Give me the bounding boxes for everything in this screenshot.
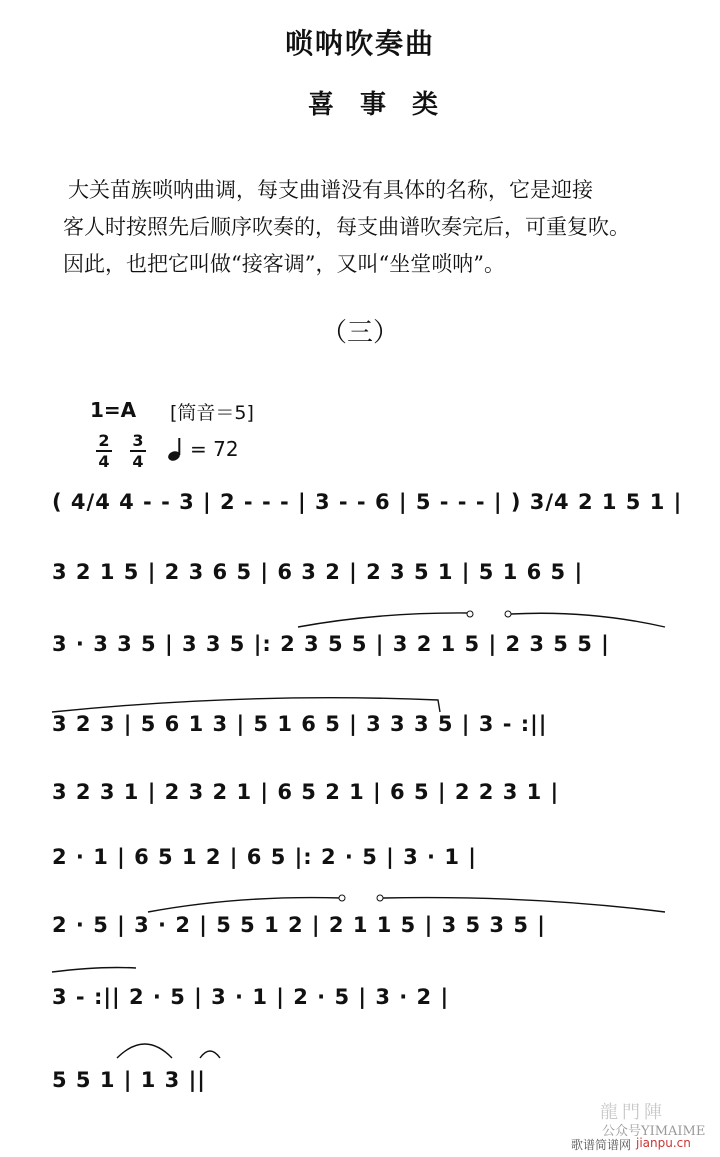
key-signature: 1=A [90, 398, 137, 422]
slur-end [339, 895, 345, 901]
slur [383, 898, 665, 912]
score-line-text: 2 · 5 | 3 · 2 | 5 5 1 2 | 2 1 1 5 | 3 5 3 5 | [52, 913, 546, 937]
slur [117, 1044, 172, 1058]
slur-start [377, 895, 383, 901]
score-line-text: 2 · 1 | 6 5 1 2 | 6 5 |: 2 · 5 | 3 · 1 | [52, 845, 477, 869]
tempo-marking: = 72 [190, 437, 239, 461]
slur [52, 968, 136, 973]
key-note: [筒音＝5] [170, 402, 254, 424]
watermark-logo: 龍門陣 [600, 1102, 666, 1123]
time-sig-numerator: 3 [132, 431, 144, 450]
score-line-text: ( 4/4 4 - - 3 | 2 - - - | 3 - - 6 | 5 - - - | ) 3/4 2 1 5 1 | [52, 490, 683, 514]
score-line-text: 3 2 3 1 | 2 3 2 1 | 6 5 2 1 | 6 5 | 2 2 3 1 | [52, 780, 560, 804]
watermark-site: 歌谱简谱网 [571, 1138, 632, 1152]
intro-line-2: 客人时按照先后顺序吹奏的，每支曲谱吹奏完后，可重复吹。 [63, 215, 630, 239]
section-number: （三） [320, 318, 399, 348]
slur [148, 898, 342, 912]
slur [200, 1051, 220, 1058]
watermark-url: jianpu.cn [636, 1136, 691, 1150]
intro-line-1: 大关苗族唢呐曲调，每支曲谱没有具体的名称，它是迎接 [68, 178, 593, 202]
slur-end [467, 611, 473, 617]
time-sig-numerator: 2 [98, 431, 110, 450]
slur [298, 613, 470, 627]
score-line-text: 3 - :|| 2 · 5 | 3 · 1 | 2 · 5 | 3 · 2 | [52, 985, 450, 1009]
slur-start [505, 611, 511, 617]
score-line-text: 5 5 1 | 1 3 || [52, 1068, 206, 1092]
page-subtitle: 喜事类 [307, 90, 464, 120]
score-line-text: 3 · 3 3 5 | 3 3 5 |: 2 3 5 5 | 3 2 1 5 | 2 3 5 5 | [52, 632, 610, 656]
score-line-text: 3 2 1 5 | 2 3 6 5 | 6 3 2 | 2 3 5 1 | 5 1 6 5 | [52, 560, 584, 584]
slur [511, 613, 665, 627]
page-title: 唢呐吹奏曲 [284, 27, 435, 60]
time-sig-denominator: 4 [132, 452, 144, 471]
slur [52, 698, 440, 712]
time-sig-denominator: 4 [98, 452, 110, 471]
watermark-site: 公众号YIMAIME [602, 1124, 706, 1139]
score-line-text: 3 2 3 | 5 6 1 3 | 5 1 6 5 | 3 3 3 5 | 3 - :|| [52, 712, 548, 736]
intro-line-3: 因此，也把它叫做“接客调”，又叫“坐堂唢呐”。 [63, 252, 505, 276]
